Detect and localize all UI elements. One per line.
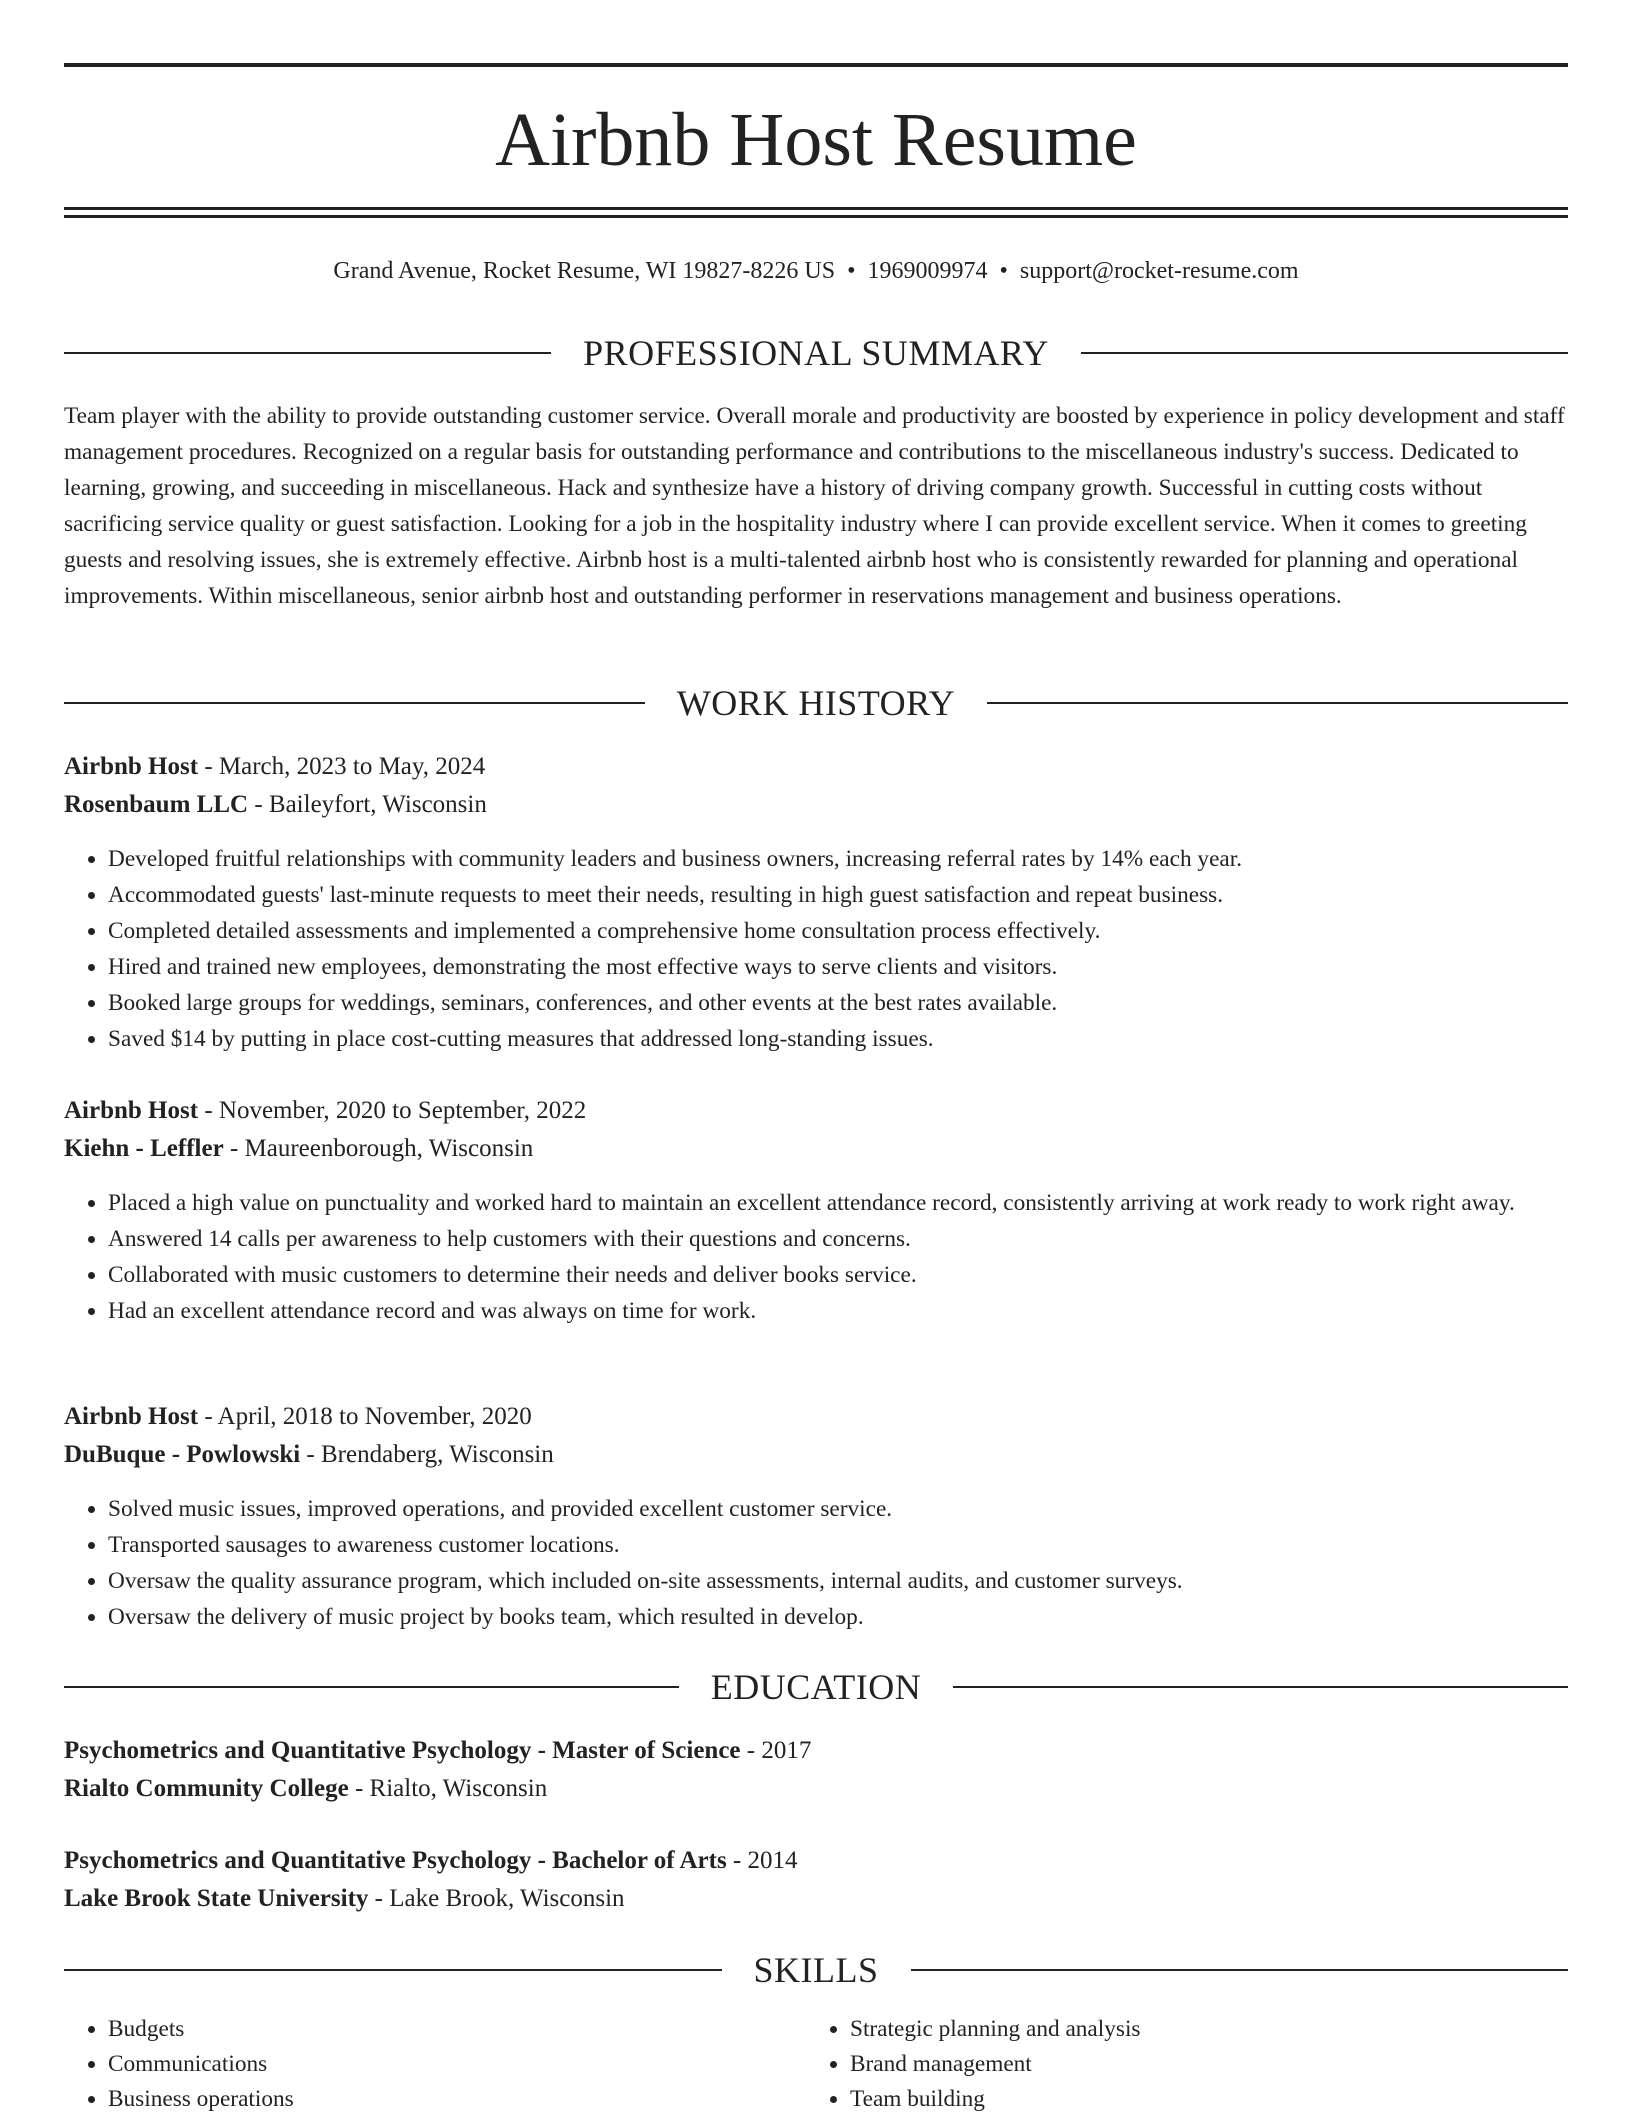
job-bullet: • Completed detailed assessments and implemented a comprehensive home consultation process effectively. xyxy=(108,913,1568,949)
skill-item: • Business operations xyxy=(108,2082,806,2117)
job-bullet: • Accommodated guests' last-minute requests to meet their needs, resulting in high guest satisfaction and repeat business. xyxy=(108,877,1568,913)
resume-title: Airbnb Host Resume xyxy=(495,98,1137,182)
job-title-line xyxy=(64,1092,1568,1130)
contact-email[interactable]: support@rocket-resume.com xyxy=(1019,258,1299,284)
education-degree-line xyxy=(64,1842,1568,1880)
job-bullet: • Oversaw the delivery of music project by books team, which resulted in develop. xyxy=(108,1599,1568,1635)
contact-address: Grand Avenue, Rocket Resume, WI 19827-8226 US xyxy=(333,258,836,284)
job-dates: - March, 2023 to May, 2024 xyxy=(198,753,486,780)
heading-rule xyxy=(911,1969,1569,1971)
heading-rule xyxy=(953,1686,1568,1688)
job-bullet: • Placed a high value on punctuality and worked hard to maintain an excellent attendance record, consistently arriving at work ready to work right away. xyxy=(108,1185,1568,1221)
heading-rule xyxy=(1081,352,1568,354)
section-heading-summary xyxy=(64,331,1568,375)
education-degree-line xyxy=(64,1732,1568,1770)
heading-rule xyxy=(64,1969,722,1971)
summary-paragraph: Team player with the ability to provide outstanding customer service. Overall morale and productivity are boosted by experience in policy development and staff management procedures. Recognized on a regular basis for outstanding performance and contributions to the miscellaneous industry's success. Dedicated to learning, growing, and succeeding in miscellaneous. Hack and synthesize have a history of driving company growth. Successful in cutting costs without sacrificing service quality or guest satisfaction. Looking for a job in the hospitality industry where I can provide excellent service. When it comes to greeting guests and resolving issues, she is extremely effective. Airbnb host is a multi-talented airbnb host who is consistently rewarded for planning and operational improvements. Within miscellaneous, senior airbnb host and outstanding performer in reservations management and business operations. xyxy=(64,403,1565,609)
job-location: - Baileyfort, Wisconsin xyxy=(248,791,487,818)
job-company-line xyxy=(64,1130,1568,1168)
education-school-line xyxy=(64,1770,1568,1808)
skills-list-right xyxy=(806,2012,1568,2117)
job-location: - Brendaberg, Wisconsin xyxy=(300,1441,554,1468)
job-title: Airbnb Host xyxy=(64,1097,199,1124)
job-company-line xyxy=(64,786,1568,824)
section-heading-education xyxy=(64,1665,1568,1709)
skill-item: • Budgets xyxy=(108,2012,806,2047)
education-year: - 2014 xyxy=(726,1847,798,1874)
education-year: - 2017 xyxy=(740,1737,812,1764)
job-bullet: • Answered 14 calls per awareness to help customers with their questions and concerns. xyxy=(108,1221,1568,1257)
heading-rule xyxy=(64,352,551,354)
job-bullet: • Hired and trained new employees, demonstrating the most effective ways to serve clients and visitors. xyxy=(108,949,1568,985)
section-heading-work xyxy=(64,681,1568,725)
contact-line xyxy=(64,254,1568,288)
section-title-education: EDUCATION xyxy=(710,1667,922,1707)
heading-rule xyxy=(987,702,1568,704)
section-title-skills: SKILLS xyxy=(753,1950,879,1990)
title-double-divider xyxy=(64,207,1568,218)
job-title: Airbnb Host xyxy=(64,1403,199,1430)
skills-list-left xyxy=(64,2012,806,2117)
skill-item: • Brand management xyxy=(850,2047,1568,2082)
job-title-line xyxy=(64,1398,1568,1436)
skill-item: • Team building xyxy=(850,2082,1568,2117)
contact-separator: • xyxy=(999,258,1008,284)
job-bullet: • Booked large groups for weddings, seminars, conferences, and other events at the best rates available. xyxy=(108,985,1568,1021)
job-bullets xyxy=(64,1185,1568,1329)
job-company: Kiehn - Leffler xyxy=(64,1135,224,1162)
job-company: Rosenbaum LLC xyxy=(64,791,249,818)
job-bullet: • Collaborated with music customers to determine their needs and deliver books service. xyxy=(108,1257,1568,1293)
heading-rule xyxy=(64,1686,679,1688)
job-title-line xyxy=(64,748,1568,786)
job-bullets xyxy=(64,841,1568,1057)
heading-rule xyxy=(64,702,645,704)
job-bullets xyxy=(64,1491,1568,1635)
job-location: - Maureenborough, Wisconsin xyxy=(223,1135,534,1162)
job-bullet: • Developed fruitful relationships with community leaders and business owners, increasing referral rates by 14% each year. xyxy=(108,841,1568,877)
skill-item: • Communications xyxy=(108,2047,806,2082)
job-bullet: • Oversaw the quality assurance program, which included on-site assessments, internal audits, and customer surveys. xyxy=(108,1563,1568,1599)
section-title-work: WORK HISTORY xyxy=(676,683,956,723)
section-heading-skills xyxy=(64,1948,1568,1992)
contact-phone: 1969009974 xyxy=(867,258,988,284)
job-bullet: • Saved $14 by putting in place cost-cutting measures that addressed long-standing issues. xyxy=(108,1021,1568,1057)
job-dates: - November, 2020 to September, 2022 xyxy=(198,1097,587,1124)
top-divider xyxy=(64,63,1568,67)
section-title-summary: PROFESSIONAL SUMMARY xyxy=(583,333,1049,373)
job-company-line xyxy=(64,1436,1568,1474)
education-degree: Psychometrics and Quantitative Psychology - Bachelor of Arts xyxy=(64,1847,727,1874)
education-school-line xyxy=(64,1880,1568,1918)
job-bullet: • Transported sausages to awareness customer locations. xyxy=(108,1527,1568,1563)
education-location: - Rialto, Wisconsin xyxy=(348,1775,548,1802)
job-title: Airbnb Host xyxy=(64,753,199,780)
skill-item: • Strategic planning and analysis xyxy=(850,2012,1568,2047)
job-company: DuBuque - Powlowski xyxy=(64,1441,301,1468)
contact-separator: • xyxy=(847,258,856,284)
education-school: Lake Brook State University xyxy=(64,1885,369,1912)
job-bullet: • Solved music issues, improved operations, and provided excellent customer service. xyxy=(108,1491,1568,1527)
education-degree: Psychometrics and Quantitative Psychology - Master of Science xyxy=(64,1737,741,1764)
job-bullet: • Had an excellent attendance record and was always on time for work. xyxy=(108,1293,1568,1329)
job-dates: - April, 2018 to November, 2020 xyxy=(198,1403,532,1430)
education-school: Rialto Community College xyxy=(64,1775,349,1802)
education-location: - Lake Brook, Wisconsin xyxy=(368,1885,625,1912)
